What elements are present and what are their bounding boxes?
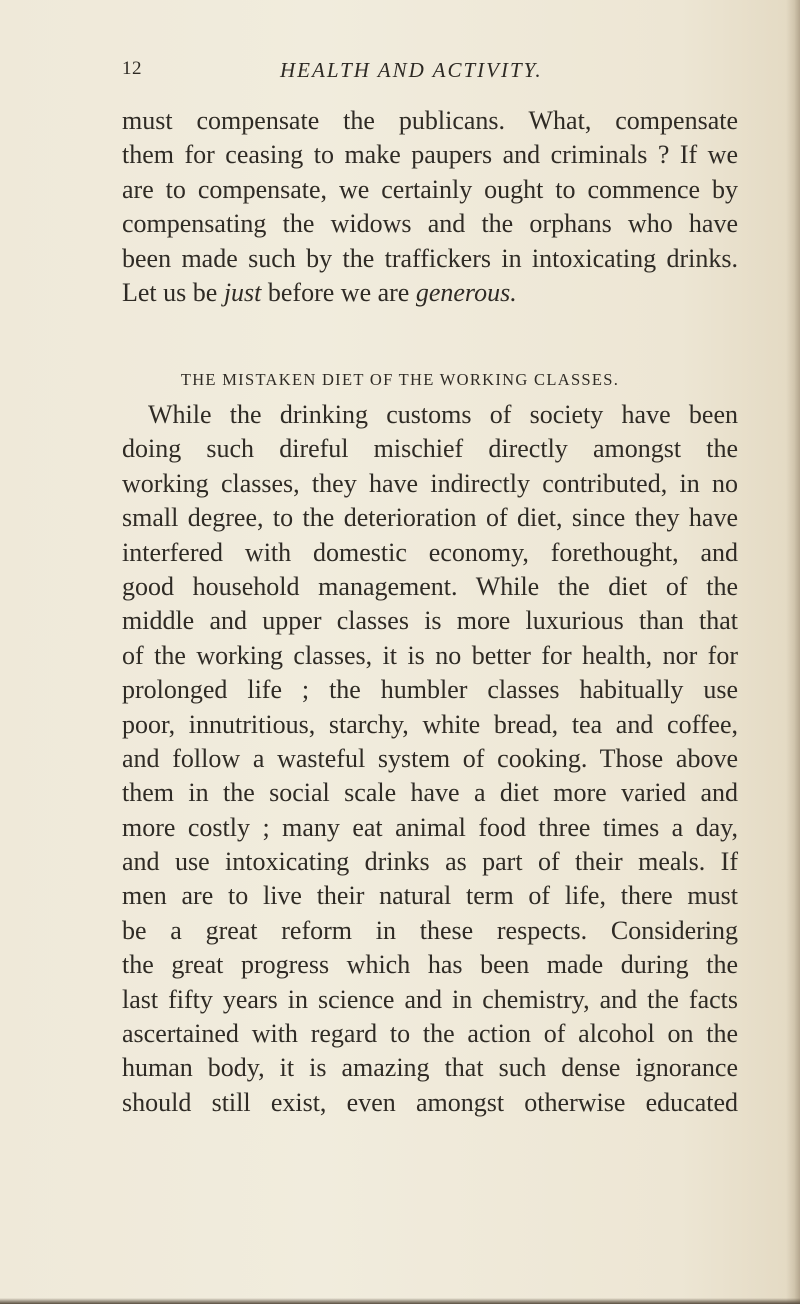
- text-line: good household management. While the diet of the: [122, 571, 738, 601]
- text-line: more costly ; many eat animal food three times a day,: [122, 812, 738, 842]
- page-header: [0, 58, 800, 88]
- text-line: be a great reform in these respects. Considering: [122, 915, 738, 945]
- text-line: and follow a wasteful system of cooking. Those above: [122, 743, 738, 773]
- text-line: ascertained with regard to the action of alcohol on the: [122, 1019, 738, 1049]
- italic-just: just: [223, 277, 262, 307]
- text-line: the great progress which has been made during the: [122, 950, 738, 980]
- text-line: and use intoxicating drinks as part of their meals. If: [122, 847, 738, 877]
- paragraph-2: [122, 398, 738, 1120]
- text-line: of the working classes, it is no better for health, nor for: [122, 640, 738, 670]
- paragraph-1: [122, 104, 738, 310]
- text-line: men are to live their natural term of life, there must: [122, 881, 738, 911]
- text-line: poor, innutritious, starchy, white bread, tea and coffee,: [122, 709, 738, 739]
- text-line: working classes, they have indirectly contributed, in no: [122, 468, 738, 498]
- text-run: Let us be: [122, 277, 224, 307]
- page-number: 12: [122, 58, 142, 79]
- text-line: are to compensate, we certainly ought to commence by: [122, 174, 738, 204]
- text-line: them in the social scale have a diet more varied and: [122, 778, 738, 808]
- text-line: doing such direful mischief directly amongst the: [122, 434, 738, 464]
- text-line: must compensate the publicans. What, compensate: [122, 106, 738, 135]
- text-line: middle and upper classes is more luxurious than that: [122, 606, 738, 636]
- text-line: human body, it is amazing that such dense ignorance: [122, 1053, 738, 1083]
- running-head: HEALTH AND ACTIVITY.: [280, 58, 543, 82]
- text-line-last: [122, 276, 738, 310]
- text-line: interfered with domestic economy, forethought, and: [122, 537, 738, 567]
- text-line: small degree, to the deterioration of diet, since they have: [122, 503, 738, 533]
- text-line: last fifty years in science and in chemistry, and the facts: [122, 984, 738, 1014]
- text-line: compensating the widows and the orphans who have: [122, 209, 738, 239]
- italic-generous: generous.: [415, 277, 517, 307]
- text-line: prolonged life ; the humbler classes habitually use: [122, 675, 738, 705]
- text-line: While the drinking customs of society have been: [148, 400, 738, 429]
- text-line: should still exist, even amongst otherwise educated: [122, 1087, 738, 1117]
- text-run: before we are: [261, 277, 416, 307]
- section-heading: THE MISTAKEN DIET OF THE WORKING CLASSES.: [180, 370, 620, 389]
- text-line: them for ceasing to make paupers and criminals ? If we: [122, 140, 738, 170]
- page-bottom-edge: [0, 1298, 800, 1304]
- page-edge-shadow: [786, 0, 800, 1304]
- text-line: been made such by the traffickers in intoxicating drinks.: [122, 243, 738, 273]
